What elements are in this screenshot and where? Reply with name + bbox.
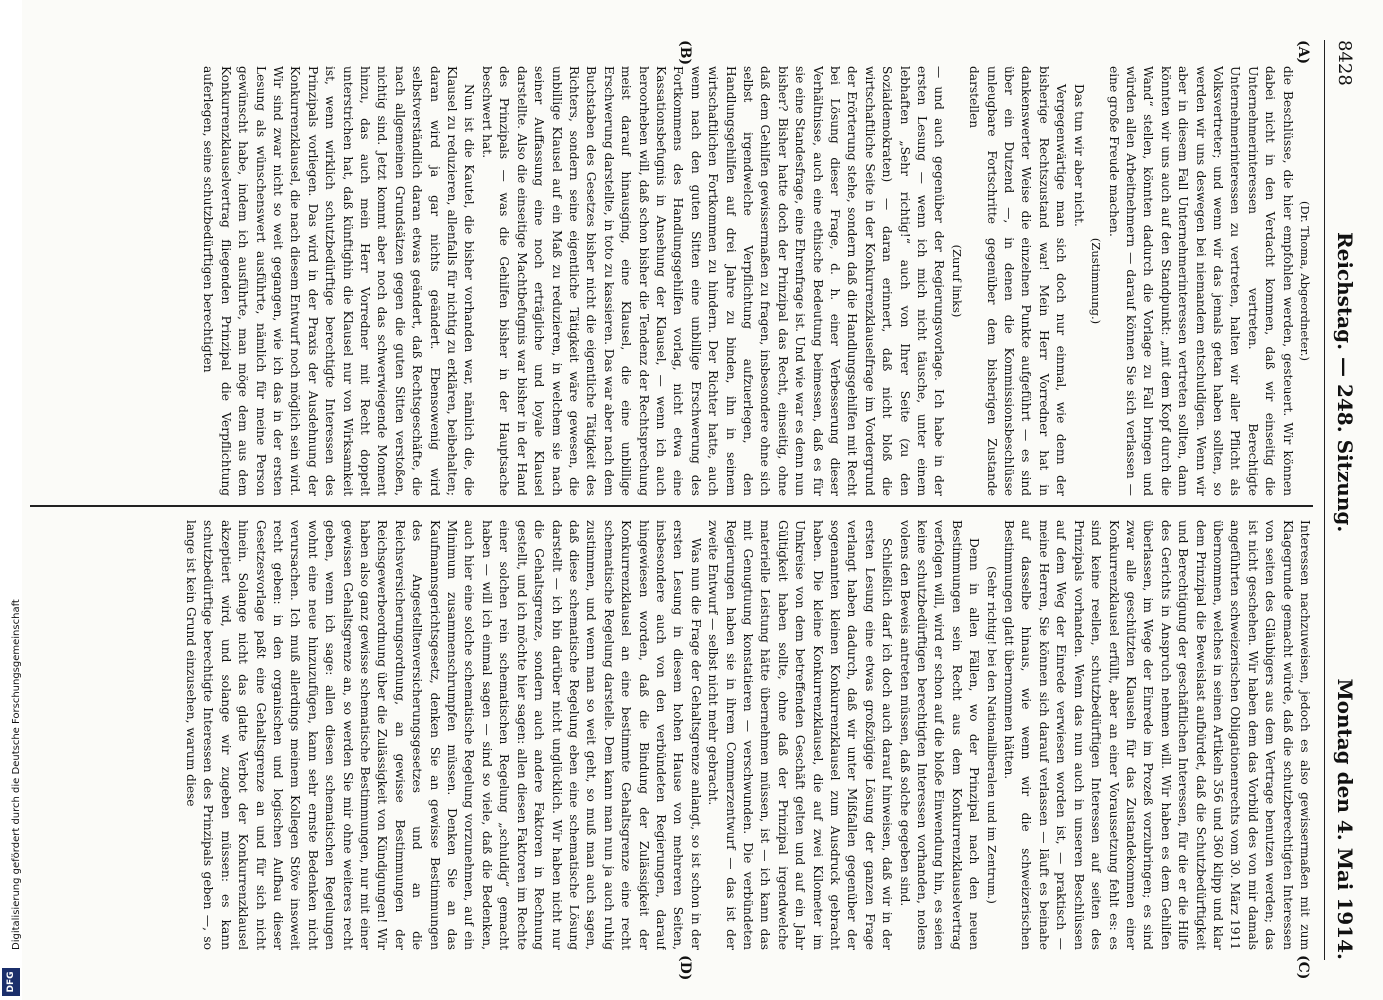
audience-reaction: (Zustimmung.) [1089, 237, 1104, 325]
credit-text: Digitalisierung gefördert durch die Deutsche Forschungsgemeinschaft [11, 599, 22, 950]
margin-marker-a: (A) [1295, 40, 1311, 65]
audience-reaction: (Zuruf links) [949, 244, 964, 318]
dfg-logo-text: DFG [3, 969, 19, 995]
column-divider [30, 505, 1313, 507]
session-date: Montag den 4. Mai 1914. [1333, 678, 1357, 960]
dfg-logo [2, 968, 20, 996]
page-header [1324, 40, 1365, 960]
page-number: 8428 [1334, 40, 1356, 86]
paragraph: Nun ist die Kautel, die bisher vorhanden war, nämlich die, die Klausel zu reduzieren, allenfalls für nichtig zu erklären, beibehalten; daran wird ja gar nichts geändert. Ebensowenig wird selbstverständlich daran etwas geändert, daß Rechtsgeschäfte, die nach allgemeinen Grundsätzen gegen die guten Sitten verstoßen, nichtig sind. Jetzt kommt aber noch das schwerwiegende Moment hinzu, das auch mein Herr Vorredner mit Recht doppelt unterstrichen hat, daß künftighin die Klausel nur von Wirksamkeit ist, wenn wirklich schutzbedürftige berechtigte Interessen des Prinzipals vorliegen. Das wird in der Praxis der Ausdehnung der Konkurrenzklausel, die nach diesem Entwurf noch möglich sein wird. Wir sind zwar nicht so weit gegangen, wie ich das in der ersten Lesung als wünschenswert ausführte, nämlich für meine Person gewünscht habe, indem ich ausführte, man möge dem aus dem Konkurrenzklauselvertrag fliegenden Prinzipal die Verpflichtung auferlegen, seine schutzbedürftigen berechtigten [201, 66, 477, 496]
paragraph: Was nun die Frage der Gehaltsgrenze anlangt, so ist schon in der ersten Lesung in diesem hohen Hause von mehreren Seiten, insbesondere auch von den verbündeten Regierungen, darauf hingewiesen worden, daß die Bindung der Zulässigkeit der Konkurrenzklausel an eine bestimmte Gehaltsgrenze eine recht schematische Regelung darstelle. Dem kann man nun ja auch ruhig zustimmen, und wenn man so weit geht, so muß man auch sagen, daß diese schematische Regelung eben eine schematische Lösung darstellt — ich bin darüber nicht unglücklich. Wir haben nicht nur die Gehaltsgrenze, sondern auch andere Faktoren in Rechnung gestellt, und ich möchte hier sagen: allen diesen Faktoren im Rechte einer solchen rein schematischen Regelung „schuldig“ gemacht haben — will ich einmal sagen — sind so viele, daß die Bedenken, auch hier eine solche schematische Regelung vorzunehmen, auf ein Minimum zusammenschrumpfen müssen. Denken Sie an das Kaufmannsgerichtsgesetz, denken Sie an gewisse Bestimmungen des Angestelltenversicherungsgesetzes und an die Reichsversicherungsordnung, an gewisse Bestimmungen der Reichsgewerbeordnung über die Zulässigkeit von Kündigungen! Wir haben also ganz gewisse schematische Bestimmungen, nur mit einer gewissen Gehaltsgrenze an, so werden Sie mir ohne weiteres recht geben, wenn ich sage: allen diesen schematischen Regelungen wohnt eine neue hinzuzufügen, kann sehr ernste Bedenken nicht verursachen. Ich muß allerdings meinem Kollegen Stöve insoweit recht geben: in den organischen und logischen Aufbau dieser Gesetzesvorlage paßt eine Gehaltsgrenze an und für sich nicht hinein. Solange nicht das glatte Verbot der Konkurrenzklausel akzeptiert wird, und solange wir zugeben müssen: es kann schutzbedürftige berechtigte Interessen des Prinzipals geben —, so lange ist kein Grund einzusehen, warum diese [184, 520, 703, 950]
speaker-label: (Dr. Thoma, Abgeordneter.) [1298, 201, 1312, 361]
paragraph: Denn in allen Fällen, wo der Prinzipal nach den neuen Bestimmungen sein Recht aus dem Konkurrenzklauselvertrag verfolgen will, wird er schon auf die bloße Einwendung hin, es seien keine schutzbedürftigen berechtigten Interessen vorhanden, nolens volens den Beweis antreten müssen, daß solche gegeben sind. [897, 520, 982, 950]
session-title: Reichstag. — 248. Sitzung. [1333, 231, 1357, 533]
right-column [30, 520, 1313, 950]
margin-marker-c: (C) [1295, 955, 1311, 980]
paragraph: die Beschlüsse, die hier empfohlen werden, gesteuert. Wir können dabei nicht in den Verdacht kommen, daß wir einseitig die Unternehmerinteressen vertreten. Berechtigte Unternehmerinteressen zu vertreten, halten wir aller Pflicht als Volksvertreter; und wenn wir das jemals getan haben sollten, so werden wir uns deswegen bei niemandem entschuldigen. Wenn wir aber in diesem Fall Unternehmerinteressen vertreten sollten, dann könnten wir uns auch auf den Standpunkt: „mit dem Kopf durch die Wand“ stellen, könnten dadurch die Vorlage zu Fall bringen und würden allen Arbeitnehmern — darauf können Sie sich verlassen — eine große Freude machen. [1106, 66, 1295, 496]
paragraph: Vergegenwärtige man sich doch nur einmal, wie denn der bisherige Rechtszustand war! Mein Herr Vorredner hat in dankenswerter Weise die einzelnen Punkte aufgeführt — es sind über ein Dutzend —, in denen die Kommissionsbeschlüsse unleugbare Fortschritte gegenüber dem bisherigen Zustande darstellen [967, 66, 1069, 496]
paragraph: Das tun wir aber nicht. [1071, 84, 1086, 227]
left-column [30, 66, 1313, 496]
digitization-credit [0, 0, 22, 1000]
margin-marker-d: (D) [677, 955, 693, 981]
paragraph: Interessen nachzuweisen, jedoch es also gewissermaßen mit zum Klagegrunde gemacht würde, daß die schutzberechtigten Interessen von seiten des Gläubigers aus dem Vertrage benutzen werden; das ist nicht geschehen. Wir haben dem das Vorbild des von mir damals angeführten schweizerischen Obligationenrechts vom 30. März 1911 übernommen, welches in seinen Artikeln 356 und 360 klipp und klar dem Prinzipal die Beweislast aufbürdet, daß die Schutzbedürftigkeit und Berechtigung der geschäftlichen Interessen, für die er die Hilfe des Gerichts in Anspruch nehmen will. Wir haben es dem Gehilfen überlassen, im Wege der Einrede im Prozeß vorzubringen; es sind zwar alle geschützten Klauseln für das Zustandekommen einer Konkurrenzklausel erfüllt, aber an einer Voraussetzung fehlt es: es sind keine reellen, schutzbedürftigen Interessen auf seiten des Prinzipals vorhanden. Wenn das nun auch in unseren Beschlüssen auf dem Weg der Einrede verwiesen worden ist, — praktisch — meine Herren, Sie können sich darauf verlassen — läuft es beinahe auf dasselbe hinaus, wie wenn wir die schweizerischen Bestimmungen glatt übernommen hätten. [1002, 520, 1312, 950]
margin-marker-b: (B) [677, 40, 693, 66]
audience-reaction: (Sehr richtig! bei den Nationalliberalen und im Zentrum.) [984, 566, 999, 904]
paragraph: Schließlich darf ich doch auch darauf hinweisen, daß wir in der ersten Lesung eine etwas großzügige Lösung der ganzen Frage verlangt haben dadurch, daß wir unter Mißfallen gegenüber der sogenannten kleinen Konkurrenzklausel zum Ausdruck gebracht haben. Die kleine Konkurrenzklausel, die auf zwei Kilometer im Umkreise von dem betreffenden Geschäft gelten und auf ein Jahr Gültigkeit haben sollte, ohne daß der Prinzipal irgendwelche materielle Leistung hätte übernehmen müssen, ist — ich kann das mit Genugtuung konstatieren — verschwunden. Die verbündeten Regierungen haben sie in ihrem Commerzentwurf — das ist der zweite Entwurf — selbst nicht mehr gebracht. [706, 520, 895, 950]
paragraph: — und auch gegenüber der Regierungsvorlage. Ich habe in der ersten Lesung — wenn ich mich nicht täusche, unter einem lebhaften „Sehr richtig!“ auch von Ihrer Seite (zu den Sozialdemokraten) — daran erinnert, daß nicht bloß die wirtschaftliche Seite in der Konkurrenzklauselfrage im Vordergrund der Erörterung stehe, sondern daß die Handlungsgehilfen mit Recht bei Lösung dieser Frage, d. h. einer Verbesserung dieser Verhältnisse, auch eine ethische Bedeutung beimessen, daß es für sie eine Standesfrage, eine Ehrenfrage ist. Und wie war es denn nun bisher? Bisher hatte doch der Prinzipal das Recht, einseitig, ohne daß dem Gehilfen gewissermaßen zu fragen, insbesondere ohne sich selbst irgendwelche Verpflichtung aufzuerlegen, den Handlungsgehilfen auf drei Jahre zu binden, ihn in seinem wirtschaftlichen Fortkommen zu hindern. Der Richter hatte, auch wenn nach den guten Sitten eine unbillige Erschwerung des Fortkommens des Handlungsgehilfen vorlag, nicht etwa eine Kassationsbefugnis in Ansehung der Klausel, — wenn ich auch heroorheben will, daß schon bisher die Tendenz der Rechtsprechung meist darauf hinausging, eine Klausel, die eine unbillige Erschwerung darstellte, in toto zu kassieren. Das war aber nach dem Buchstaben des Gesetzes bisher nicht die eigentliche Tätigkeit des Richters, sondern seine eigentliche Tätigkeit wäre gewesen, die unbillige Klausel auf ein Maß zu reduzieren, in welchem sie nach seiner Auffassung eine noch erträgliche und loyale Klausel darstellte. Also die einseitige Machtbefugnis war bisher in der Hand des Prinzipals — was die Gehilfen bisher in der Hauptsache beschwert hat. [479, 66, 947, 496]
